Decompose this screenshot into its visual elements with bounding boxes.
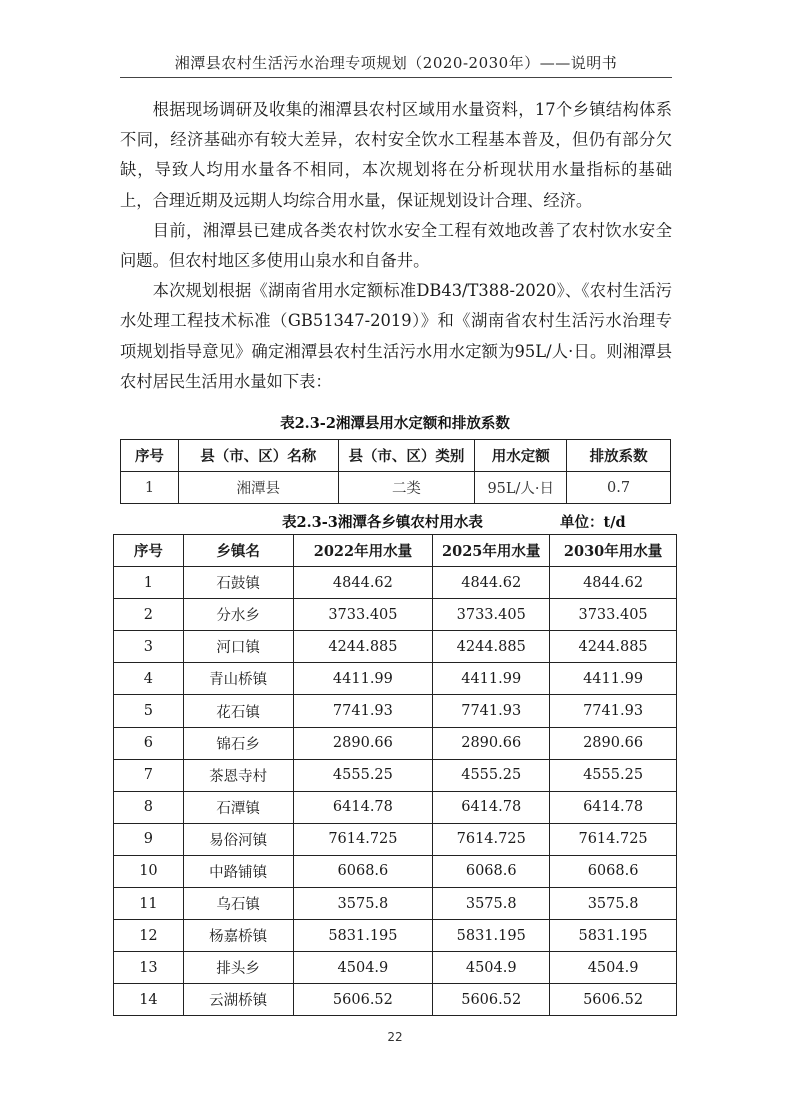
column-header: 县（市、区）类别 <box>338 440 475 472</box>
table-row <box>114 855 677 887</box>
page-number: 22 <box>387 1030 403 1044</box>
column-header: 序号 <box>121 440 179 472</box>
table-cell: 6 <box>114 727 184 759</box>
column-header: 排放系数 <box>567 440 671 472</box>
table-cell: 易俗河镇 <box>183 823 293 855</box>
column-header: 2030年用水量 <box>550 535 677 567</box>
table-cell: 河口镇 <box>183 631 293 663</box>
table-cell: 2 <box>114 599 184 631</box>
table-cell: 12 <box>114 920 184 952</box>
table-cell: 二类 <box>338 472 475 504</box>
table-cell: 95L/人·日 <box>475 472 567 504</box>
table-cell: 7 <box>114 759 184 791</box>
table-row <box>114 663 677 695</box>
table-row <box>114 791 677 823</box>
township-water-table <box>113 534 677 1016</box>
table-cell: 4411.99 <box>293 663 433 695</box>
column-header: 2022年用水量 <box>293 535 433 567</box>
table-cell: 4504.9 <box>550 952 677 984</box>
table-row <box>114 759 677 791</box>
table-header-row <box>114 535 677 567</box>
table2-unit: 单位：t/d <box>560 514 626 531</box>
table-cell: 5606.52 <box>433 984 550 1016</box>
column-header: 县（市、区）名称 <box>178 440 338 472</box>
column-header: 序号 <box>114 535 184 567</box>
table-cell: 7741.93 <box>550 695 677 727</box>
table-cell: 7614.725 <box>433 823 550 855</box>
table-cell: 7741.93 <box>293 695 433 727</box>
document-title: 湘潭县农村生活污水治理专项规划（2020-2030年）——说明书 <box>174 54 618 72</box>
table-cell: 6414.78 <box>293 791 433 823</box>
table-cell: 1 <box>121 472 179 504</box>
table-row <box>114 920 677 952</box>
table-cell: 3575.8 <box>550 888 677 920</box>
table-cell: 7614.725 <box>550 823 677 855</box>
table-cell: 6414.78 <box>433 791 550 823</box>
table-row <box>114 567 677 599</box>
paragraph: 根据现场调研及收集的湘潭县农村区域用水量资料，17个乡镇结构体系不同，经济基础亦有较大差异，农村安全饮水工程基本普及，但仍有部分欠缺，导致人均用水量各不相同，本次规划将在分析现状用水量指标的基础上，合理近期及远期人均综合用水量，保证规划设计合理、经济。 <box>120 100 672 210</box>
table-cell: 10 <box>114 855 184 887</box>
table-cell: 排头乡 <box>183 952 293 984</box>
water-quota-table <box>120 439 671 504</box>
table-cell: 0.7 <box>567 472 671 504</box>
table-cell: 6068.6 <box>433 855 550 887</box>
table-row <box>114 984 677 1016</box>
column-header: 2025年用水量 <box>433 535 550 567</box>
paragraph: 目前，湘潭县已建成各类农村饮水安全工程有效地改善了农村饮水安全问题。但农村地区多使用山泉水和自备井。 <box>120 220 672 271</box>
table-cell: 4844.62 <box>293 567 433 599</box>
table-cell: 杨嘉桥镇 <box>183 920 293 952</box>
table-row <box>114 823 677 855</box>
table-cell: 分水乡 <box>183 599 293 631</box>
table-cell: 4844.62 <box>550 567 677 599</box>
table-cell: 7614.725 <box>293 823 433 855</box>
table-row <box>114 952 677 984</box>
table-cell: 3575.8 <box>433 888 550 920</box>
table-cell: 2890.66 <box>550 727 677 759</box>
table-cell: 14 <box>114 984 184 1016</box>
table-row <box>121 472 671 504</box>
header-divider <box>120 77 672 78</box>
table-cell: 6068.6 <box>550 855 677 887</box>
table-cell: 3575.8 <box>293 888 433 920</box>
table-cell: 3733.405 <box>550 599 677 631</box>
table-cell: 2890.66 <box>293 727 433 759</box>
table-row <box>114 727 677 759</box>
table-cell: 6068.6 <box>293 855 433 887</box>
body-text <box>120 95 672 397</box>
table-cell: 锦石乡 <box>183 727 293 759</box>
table-cell: 7741.93 <box>433 695 550 727</box>
table-cell: 4411.99 <box>433 663 550 695</box>
table-cell: 9 <box>114 823 184 855</box>
table-cell: 茶恩寺村 <box>183 759 293 791</box>
table-body <box>114 567 677 1016</box>
table-cell: 4504.9 <box>433 952 550 984</box>
table-cell: 4555.25 <box>550 759 677 791</box>
table-cell: 5831.195 <box>293 920 433 952</box>
column-header: 乡镇名 <box>183 535 293 567</box>
table-row <box>114 631 677 663</box>
table-cell: 5831.195 <box>550 920 677 952</box>
column-header: 用水定额 <box>475 440 567 472</box>
table-row <box>114 599 677 631</box>
table-cell: 4555.25 <box>433 759 550 791</box>
table-cell: 花石镇 <box>183 695 293 727</box>
table-cell: 石潭镇 <box>183 791 293 823</box>
table-cell: 6414.78 <box>550 791 677 823</box>
table-cell: 5606.52 <box>293 984 433 1016</box>
table-cell: 13 <box>114 952 184 984</box>
table-cell: 8 <box>114 791 184 823</box>
table-cell: 5 <box>114 695 184 727</box>
table2-caption: 表2.3-3湘潭各乡镇农村用水表 <box>282 514 483 531</box>
table-cell: 5831.195 <box>433 920 550 952</box>
table1-caption: 表2.3-2湘潭县用水定额和排放系数 <box>280 415 510 432</box>
table-cell: 4244.885 <box>433 631 550 663</box>
table-cell: 5606.52 <box>550 984 677 1016</box>
table-cell: 青山桥镇 <box>183 663 293 695</box>
table-cell: 4411.99 <box>550 663 677 695</box>
table-header-row <box>121 440 671 472</box>
table-cell: 4 <box>114 663 184 695</box>
table-cell: 4244.885 <box>550 631 677 663</box>
table-cell: 3 <box>114 631 184 663</box>
table-cell: 湘潭县 <box>178 472 338 504</box>
table-cell: 石鼓镇 <box>183 567 293 599</box>
table-cell: 4844.62 <box>433 567 550 599</box>
table-cell: 中路铺镇 <box>183 855 293 887</box>
table-cell: 4555.25 <box>293 759 433 791</box>
table-cell: 2890.66 <box>433 727 550 759</box>
table-cell: 4504.9 <box>293 952 433 984</box>
table-cell: 4244.885 <box>293 631 433 663</box>
table-cell: 云湖桥镇 <box>183 984 293 1016</box>
table-cell: 3733.405 <box>293 599 433 631</box>
table-cell: 乌石镇 <box>183 888 293 920</box>
paragraph: 本次规划根据《湖南省用水定额标准DB43/T388-2020》、《农村生活污水处理工程技术标准（GB51347-2019）》和《湖南省农村生活污水治理专项规划指导意见》确定湘潭县农村生活污水用水定额为95L/人·日。则湘潭县农村居民生活用水量如下表： <box>120 281 672 391</box>
table-cell: 11 <box>114 888 184 920</box>
table-cell: 3733.405 <box>433 599 550 631</box>
table-row <box>114 695 677 727</box>
table-cell: 1 <box>114 567 184 599</box>
table-row <box>114 888 677 920</box>
